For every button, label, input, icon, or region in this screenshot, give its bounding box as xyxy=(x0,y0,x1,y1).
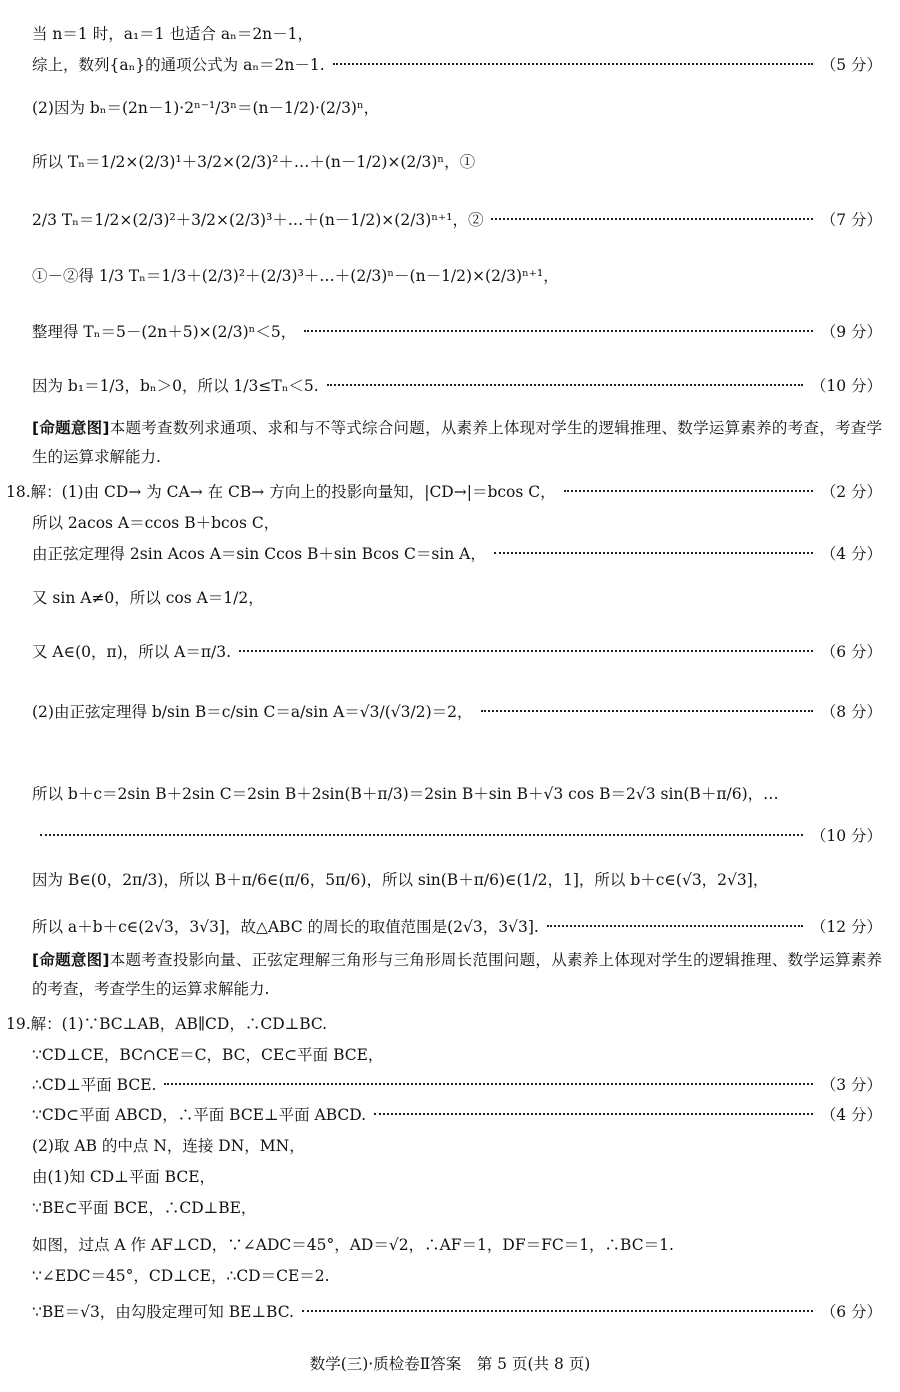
dot-leader xyxy=(302,1310,813,1312)
line-text: 所以 Tₙ＝1/2×(2/3)¹＋3/2×(2/3)²＋…＋(n－1/2)×(2/3)ⁿ，① xyxy=(32,153,476,171)
intent-paragraph-18 xyxy=(32,946,882,1004)
solution-line xyxy=(32,96,882,118)
dot-leader xyxy=(374,1113,813,1115)
intent-tag: [命题意图] xyxy=(32,951,110,969)
score-label: （12 分） xyxy=(810,918,882,936)
intent-text: 本题考查数列求通项、求和与不等式综合问题，从素养上体现对学生的逻辑推理、数学运算素养的考查，考查学生的运算求解能力. xyxy=(32,419,882,466)
score-label: （6 分） xyxy=(820,1303,882,1321)
solution-line xyxy=(32,1134,882,1156)
dot-leader xyxy=(304,330,812,332)
line-text: (2)取 AB 的中点 N，连接 DN，MN， xyxy=(32,1137,305,1155)
score-label: （9 分） xyxy=(820,323,882,341)
score-label: （10 分） xyxy=(810,377,882,395)
intent-tag: [命题意图] xyxy=(32,419,110,437)
line-text: 所以 b＋c＝2sin B＋2sin C＝2sin B＋2sin(B＋π/3)＝2sin B＋sin B＋√3 cos B＝2√3 sin(B＋π/6)，… xyxy=(32,785,779,803)
dot-leader xyxy=(481,710,813,712)
dot-leader xyxy=(547,925,803,927)
solution-line xyxy=(32,782,882,804)
solution-line xyxy=(32,374,882,396)
score-label: （8 分） xyxy=(820,703,882,721)
solution-line xyxy=(32,1073,882,1095)
solution-line xyxy=(32,511,882,533)
score-label: （7 分） xyxy=(820,211,882,229)
solution-line xyxy=(32,320,882,342)
solution-line xyxy=(32,150,882,172)
line-text: 19.解：(1)∵BC⊥AB，AB∥CD，∴CD⊥BC. xyxy=(6,1015,328,1033)
solution-line xyxy=(32,1043,882,1065)
line-text: 18.解：(1)由 CD→ 为 CA→ 在 CB→ 方向上的投影向量知，|CD→|＝bcos C， xyxy=(6,483,556,501)
score-label: （4 分） xyxy=(820,545,882,563)
intent-text: 本题考查投影向量、正弦定理解三角形与三角形周长范围问题，从素养上体现对学生的逻辑推理、数学运算素养的考查，考查学生的运算求解能力. xyxy=(32,951,882,998)
solution-line xyxy=(32,1300,882,1322)
line-text: ∵BE⊂平面 BCE，∴CD⊥BE， xyxy=(32,1199,257,1217)
score-label: （4 分） xyxy=(820,1106,882,1124)
solution-line xyxy=(32,700,882,722)
solution-line xyxy=(32,1233,882,1255)
solution-line xyxy=(32,264,882,286)
solution-line xyxy=(32,824,882,846)
score-label: （3 分） xyxy=(820,1076,882,1094)
line-text: 整理得 Tₙ＝5－(2n＋5)×(2/3)ⁿ＜5， xyxy=(32,323,297,341)
solution-line xyxy=(6,1012,882,1034)
intent-paragraph-17 xyxy=(32,414,882,472)
dot-leader xyxy=(564,490,813,492)
line-text: 所以 2acos A＝ccos B＋bcos C， xyxy=(32,514,280,532)
line-text: 2/3 Tₙ＝1/2×(2/3)²＋3/2×(2/3)³＋…＋(n－1/2)×(2/3)ⁿ⁺¹，② xyxy=(32,211,484,229)
dot-leader xyxy=(333,63,813,65)
solution-line xyxy=(32,1165,882,1187)
line-text: 综上，数列{aₙ}的通项公式为 aₙ＝2n－1. xyxy=(32,56,325,74)
line-text: (2)由正弦定理得 b/sin B＝c/sin C＝a/sin A＝√3/(√3/2)＝2， xyxy=(32,703,473,721)
solution-line xyxy=(32,53,882,75)
score-label: （10 分） xyxy=(810,827,882,845)
page-footer: 数学(三)·质检卷Ⅱ答案 第 5 页(共 8 页) xyxy=(309,1355,591,1373)
solution-line xyxy=(32,1264,882,1286)
solution-line xyxy=(32,1103,882,1125)
line-text: (2)因为 bₙ＝(2n－1)·2ⁿ⁻¹/3ⁿ＝(n－1/2)·(2/3)ⁿ， xyxy=(32,99,380,117)
line-text: 由正弦定理得 2sin Acos A＝sin Ccos B＋sin Bcos C＝sin A， xyxy=(32,545,486,563)
line-text: ∵BE＝√3，由勾股定理可知 BE⊥BC. xyxy=(32,1303,294,1321)
line-text: 当 n＝1 时，a₁＝1 也适合 aₙ＝2n－1， xyxy=(32,25,314,43)
dot-leader xyxy=(164,1083,812,1085)
line-text: 因为 B∈(0，2π/3)，所以 B＋π/6∈(π/6，5π/6)，所以 sin(B＋π/6)∈(1/2，1]，所以 b＋c∈(√3，2√3]， xyxy=(32,871,769,889)
dot-leader xyxy=(491,218,812,220)
line-text: 又 sin A≠0，所以 cos A＝1/2， xyxy=(32,589,264,607)
line-text: ∵CD⊥CE，BC∩CE＝C，BC，CE⊂平面 BCE， xyxy=(32,1046,384,1064)
dot-leader xyxy=(327,384,803,386)
solution-line xyxy=(32,586,882,608)
solution-line xyxy=(32,640,882,662)
line-text: 又 A∈(0，π)，所以 A＝π/3. xyxy=(32,643,232,661)
dot-leader xyxy=(239,650,813,652)
solution-line xyxy=(32,1196,882,1218)
line-text: 由(1)知 CD⊥平面 BCE， xyxy=(32,1168,216,1186)
score-label: （5 分） xyxy=(820,56,882,74)
line-text: 如图，过点 A 作 AF⊥CD，∵∠ADC＝45°，AD＝√2，∴AF＝1，DF＝FC＝1，∴BC＝1. xyxy=(32,1236,674,1254)
solution-line xyxy=(32,542,882,564)
score-label: （6 分） xyxy=(820,643,882,661)
dot-leader xyxy=(494,552,813,554)
line-text: ①－②得 1/3 Tₙ＝1/3＋(2/3)²＋(2/3)³＋…＋(2/3)ⁿ－(n－1/2)×(2/3)ⁿ⁺¹， xyxy=(32,267,559,285)
score-label: （2 分） xyxy=(820,483,882,501)
line-text: ∴CD⊥平面 BCE. xyxy=(32,1076,157,1094)
solution-line xyxy=(32,868,882,890)
dot-leader xyxy=(40,834,803,836)
line-text: ∵∠EDC＝45°，CD⊥CE，∴CD＝CE＝2. xyxy=(32,1267,330,1285)
line-text: ∵CD⊂平面 ABCD，∴平面 BCE⊥平面 ABCD. xyxy=(32,1106,367,1124)
line-text: 所以 a＋b＋c∈(2√3，3√3]，故△ABC 的周长的取值范围是(2√3，3√3]. xyxy=(32,918,539,936)
solution-line xyxy=(32,208,882,230)
line-text: 因为 b₁＝1/3，bₙ＞0，所以 1/3≤Tₙ＜5. xyxy=(32,377,319,395)
solution-line xyxy=(32,22,882,44)
solution-line xyxy=(6,480,882,502)
solution-line xyxy=(32,915,882,937)
